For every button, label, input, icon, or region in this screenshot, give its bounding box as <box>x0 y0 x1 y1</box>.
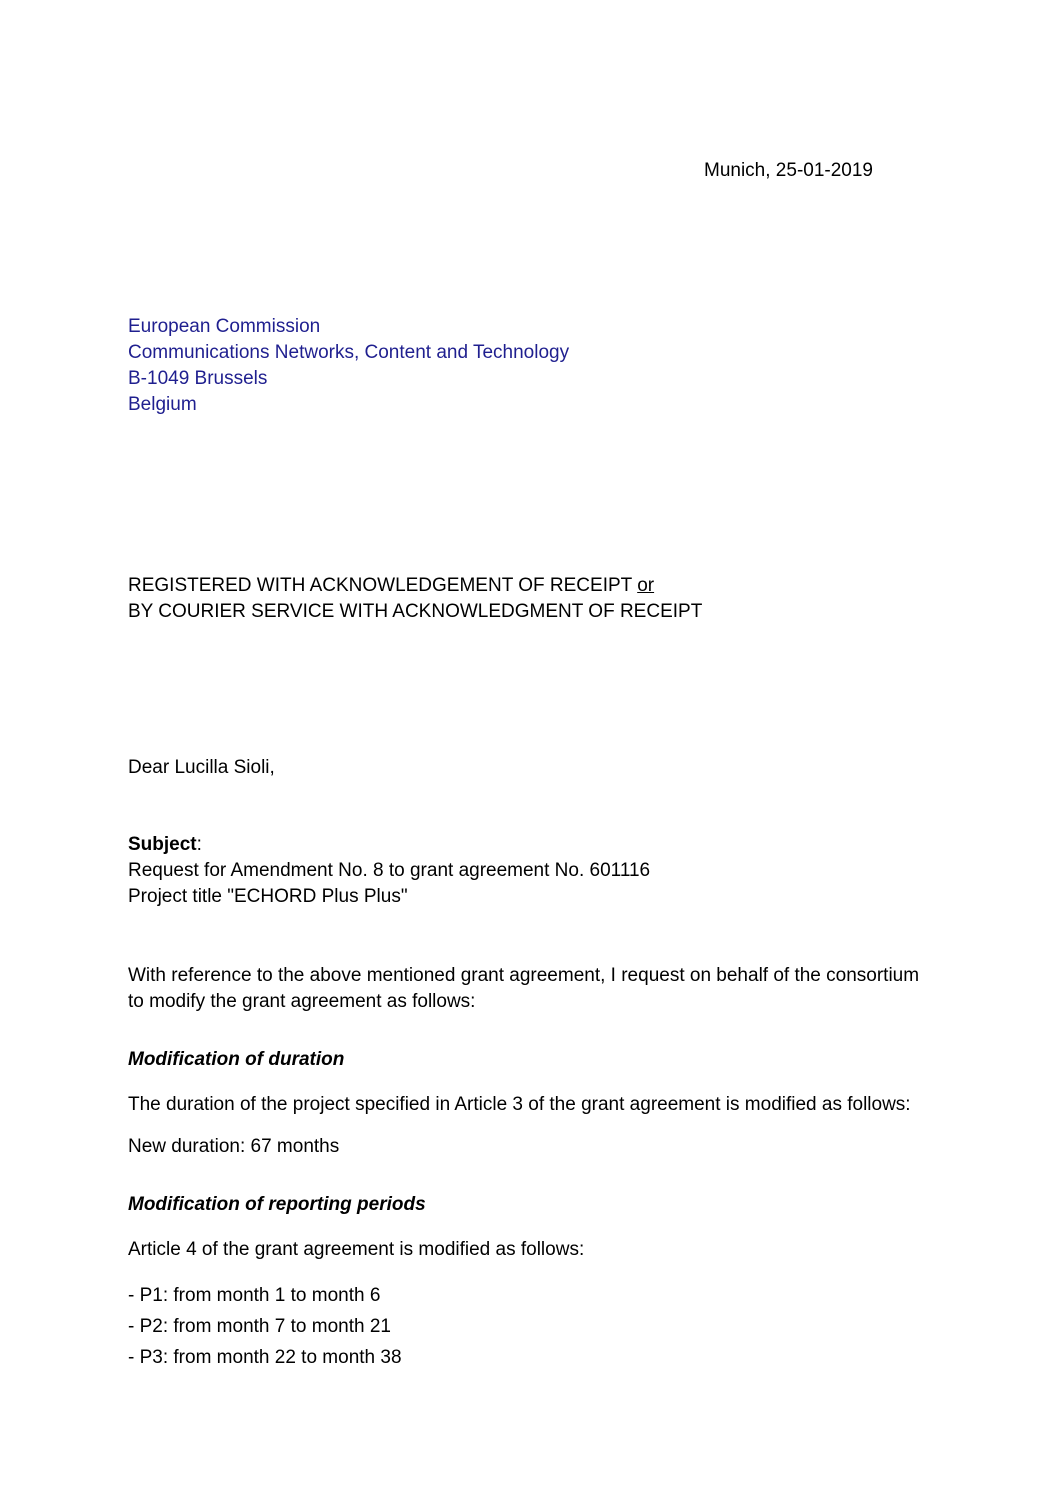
delivery-method <box>128 573 702 625</box>
subject-project-title: Project title "ECHORD Plus Plus" <box>128 886 408 907</box>
list-item: - P2: from month 7 to month 21 <box>128 1316 391 1337</box>
salutation: Dear Lucilla Sioli, <box>128 757 275 778</box>
delivery-or-word: or <box>637 575 655 596</box>
subject-colon: : <box>196 834 202 855</box>
delivery-registered-text: REGISTERED WITH ACKNOWLEDGEMENT OF RECEIPT <box>128 575 638 596</box>
subject-label: Subject <box>128 834 197 855</box>
list-item: - P3: from month 22 to month 38 <box>128 1347 402 1368</box>
subject-block <box>128 832 650 910</box>
duration-text: The duration of the project specified in Article 3 of the grant agreement is modified as follows: <box>128 1094 911 1115</box>
duration-heading: Modification of duration <box>128 1049 345 1070</box>
delivery-line-1 <box>128 573 702 599</box>
periods-text: Article 4 of the grant agreement is modified as follows: <box>128 1239 585 1260</box>
recipient-country: Belgium <box>128 394 197 415</box>
delivery-line-2: BY COURIER SERVICE WITH ACKNOWLEDGMENT OF RECEIPT <box>128 601 703 622</box>
intro-line-2: to modify the grant agreement as follows: <box>128 991 476 1012</box>
recipient-department: Communications Networks, Content and Technology <box>128 342 570 363</box>
intro-paragraph <box>128 963 919 1015</box>
subject-heading-line <box>128 832 650 858</box>
reporting-periods-list <box>128 1280 402 1373</box>
periods-heading: Modification of reporting periods <box>128 1194 426 1215</box>
list-item: - P1: from month 1 to month 6 <box>128 1285 381 1306</box>
subject-request-line: Request for Amendment No. 8 to grant agreement No. 601116 <box>128 860 651 881</box>
new-duration: New duration: 67 months <box>128 1136 340 1157</box>
recipient-address <box>128 314 569 418</box>
letter-date: Munich, 25-01-2019 <box>704 160 873 181</box>
recipient-city: B-1049 Brussels <box>128 368 268 389</box>
recipient-organization: European Commission <box>128 316 321 337</box>
intro-line-1: With reference to the above mentioned grant agreement, I request on behalf of the consortium <box>128 965 920 986</box>
